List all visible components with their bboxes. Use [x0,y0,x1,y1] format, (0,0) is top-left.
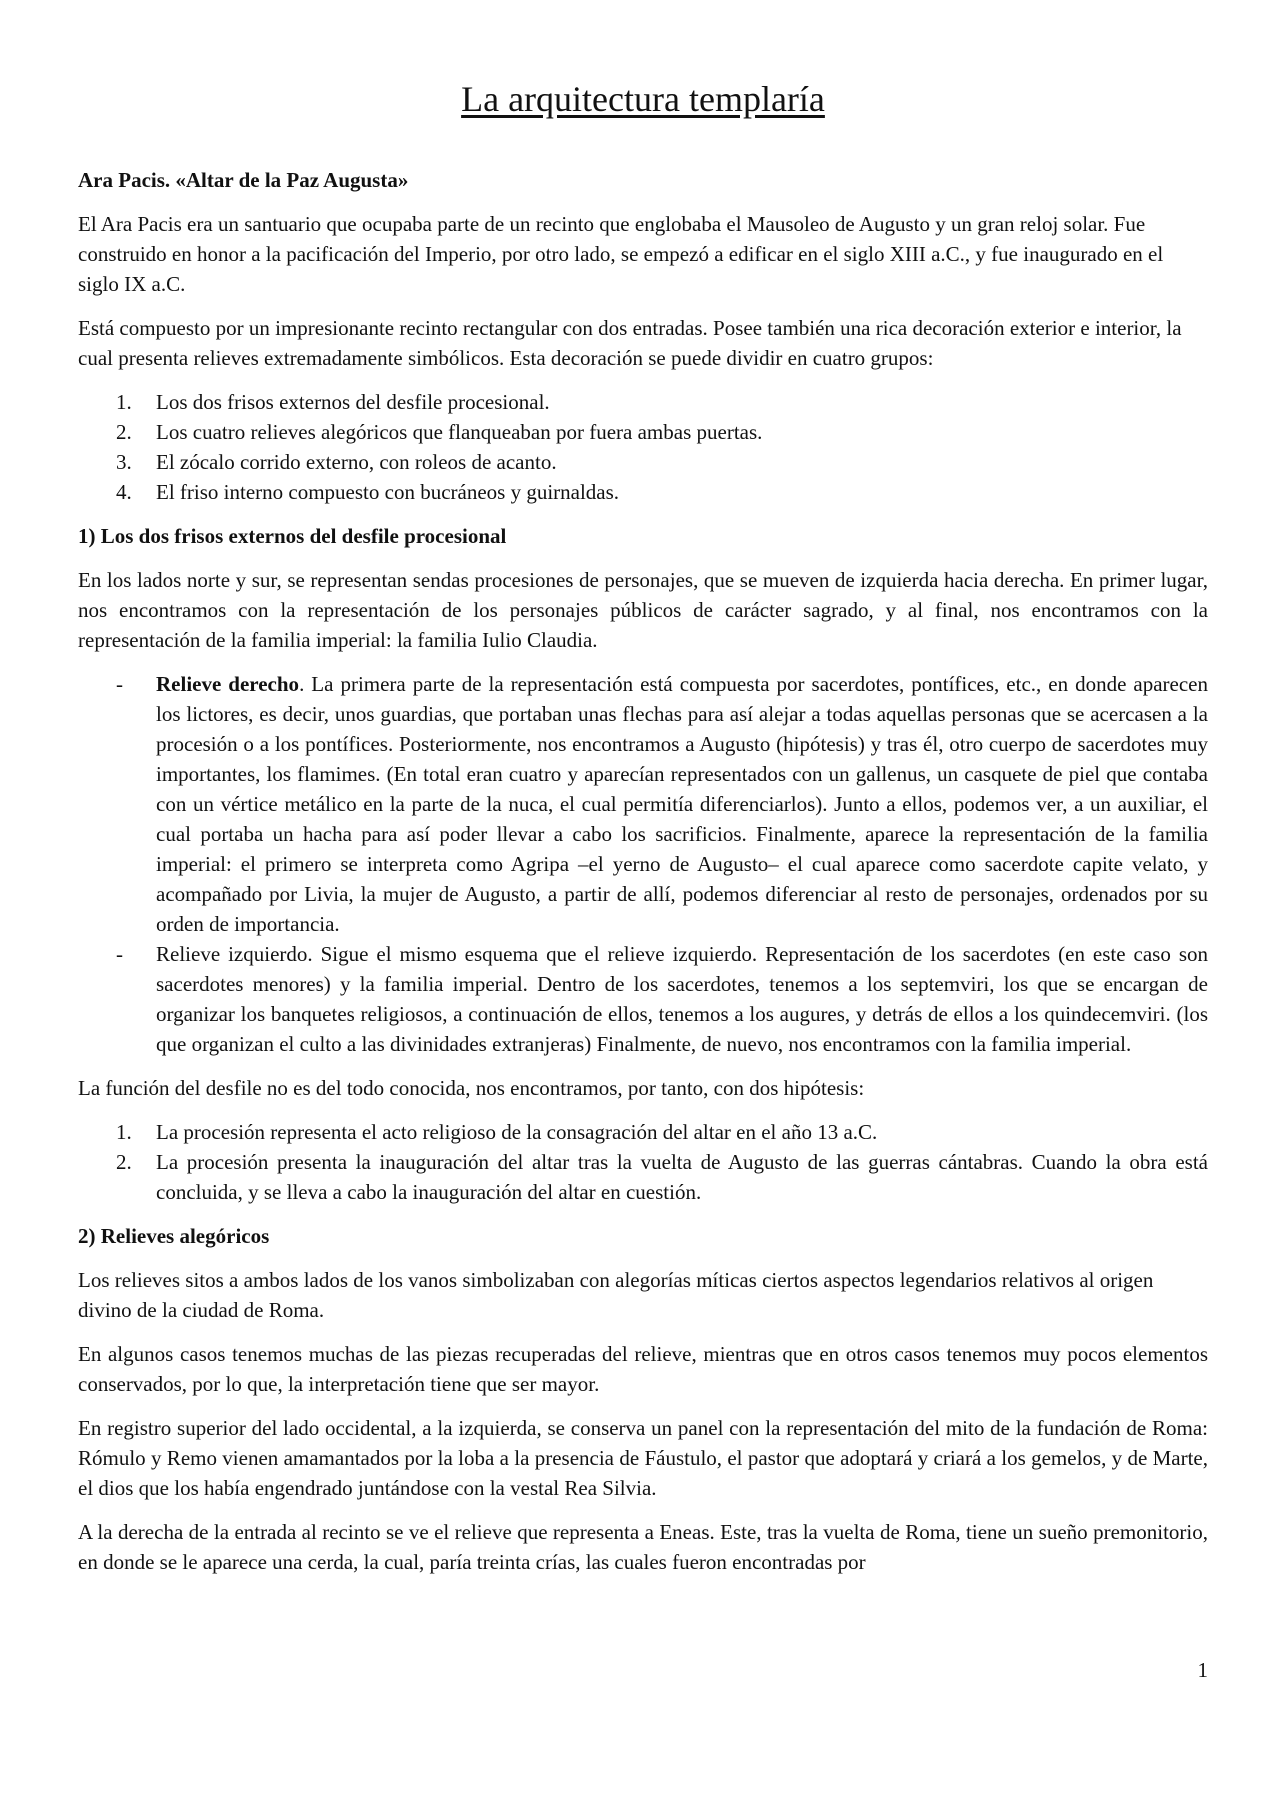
paragraph: Está compuesto por un impresionante recinto rectangular con dos entradas. Posee también una rica decoración exterior e interior, la cual presenta relieves extremadamente simbólicos. Esta decoración se puede dividir en cuatro grupos: [78,316,1182,371]
numbered-list-groups [78,387,1208,507]
list-number: 3. [116,450,132,475]
list-item-text: Los cuatro relieves alegóricos que flanqueaban por fuera ambas puertas. [156,420,763,445]
dash-marker: - [116,672,123,697]
numbered-list-hypotheses [78,1117,1208,1207]
dash-list-relieves [78,669,1208,1059]
list-item [78,939,1208,1059]
list-number: 1. [116,1120,132,1145]
paragraph: En los lados norte y sur, se representan sendas procesiones de personajes, que se mueven de izquierda hacia derecha. En primer lugar, nos encontramos con la representación de los personajes públicos de carácter sagrado, y al final, nos encontramos con la representación de la familia imperial: la familia Iulio Claudia. [78,568,1208,653]
paragraph: En algunos casos tenemos muchas de las piezas recuperadas del relieve, mientras que en otros casos tenemos muy pocos elementos conservados, por lo que, la interpretación tiene que ser mayor. [78,1342,1208,1397]
bold-term: Relieve derecho [156,672,300,697]
list-item-text: El zócalo corrido externo, con roleos de acanto. [156,450,557,475]
list-item [78,669,1208,939]
list-item-text: La procesión presenta la inauguración del altar tras la vuelta de Augusto de las guerras cántabras. Cuando la obra está concluida, y se lleva a cabo la inauguración del altar en cuestión. [156,1150,1208,1205]
paragraph: Los relieves sitos a ambos lados de los vanos simbolizaban con alegorías míticas ciertos aspectos legendarios relativos al origen divino de la ciudad de Roma. [78,1268,1154,1323]
document-page [78,78,1208,1591]
paragraph: En registro superior del lado occidental, a la izquierda, se conserva un panel con la representación del mito de la fundación de Roma: Rómulo y Remo vienen amamantados por la loba a la presencia de Fáustulo, el pastor que adoptará y criará a los gemelos, y de Marte, el dios que los había engendrado juntándose con la vestal Rea Silvia. [78,1416,1208,1501]
page-title: La arquitectura templaría [461,79,825,119]
list-item [78,1117,1208,1147]
paragraph: La función del desfile no es del todo conocida, nos encontramos, por tanto, con dos hipótesis: [78,1076,865,1101]
section-heading-ara-pacis: Ara Pacis. «Altar de la Paz Augusta» [78,168,409,193]
dash-marker: - [116,942,123,967]
list-item-text: Los dos frisos externos del desfile procesional. [156,390,550,415]
list-item [78,477,1208,507]
list-number: 2. [116,420,132,445]
section-heading-frisos: 1) Los dos frisos externos del desfile procesional [78,524,507,549]
list-number: 2. [116,1150,132,1175]
list-item-text: Relieve izquierdo. Sigue el mismo esquema que el relieve izquierdo. Representación de los sacerdotes (en este caso son sacerdotes menores) y la familia imperial. Dentro de los sacerdotes, tenemos a los septemviri, los que se encargan de organizar los banquetes religiosos, a continuación de ellos, tenemos a los augures, y detrás de ellos a los quindecemviri. (los que organizan el culto a las divinidades extranjeras) Finalmente, de nuevo, nos encontramos con la familia imperial. [156,942,1208,1057]
list-item [78,387,1208,417]
list-item-text: . La primera parte de la representación está compuesta por sacerdotes, pontífices, etc., en donde aparecen los lictores, es decir, unos guardias, que portaban unas flechas para así alejar a todas aquellas personas que se acercasen a la procesión o a los pontífices. Posteriormente, nos encontramos a Augusto (hipótesis) y tras él, otro cuerpo de sacerdotes muy importantes, los flamimes. (En total eran cuatro y aparecían representados con un gallenus, un casquete de piel que contaba con un vértice metálico en la parte de la nuca, el cual permitía diferenciarlos). Junto a ellos, podemos ver, a un auxiliar, el cual portaba un hacha para así poder llevar a cabo los sacrificios. Finalmente, aparece la representación de la familia imperial: el primero se interpreta como Agripa –el yerno de Augusto– el cual aparece como sacerdote capite velato, y acompañado por Livia, la mujer de Augusto, a partir de allí, podemos diferenciar al resto de personajes, ordenados por su orden de importancia. [156,672,1209,937]
list-item-text: El friso interno compuesto con bucráneos y guirnaldas. [156,480,620,505]
list-item [78,417,1208,447]
list-item [78,1147,1208,1207]
list-item-text: La procesión representa el acto religioso de la consagración del altar en el año 13 a.C. [156,1120,878,1145]
list-item [78,447,1208,477]
paragraph: A la derecha de la entrada al recinto se ve el relieve que representa a Eneas. Este, tras la vuelta de Roma, tiene un sueño premonitorio, en donde se le aparece una cerda, la cual, paría treinta crías, las cuales fueron encontradas por [78,1520,1208,1575]
list-number: 4. [116,480,132,505]
page-number: 1 [1197,1658,1208,1682]
paragraph: El Ara Pacis era un santuario que ocupaba parte de un recinto que englobaba el Mausoleo de Augusto y un gran reloj solar. Fue construido en honor a la pacificación del Imperio, por otro lado, se empezó a edificar en el siglo XIII a.C., y fue inaugurado en el siglo IX a.C. [78,212,1164,297]
section-heading-relieves: 2) Relieves alegóricos [78,1224,270,1249]
list-number: 1. [116,390,132,415]
